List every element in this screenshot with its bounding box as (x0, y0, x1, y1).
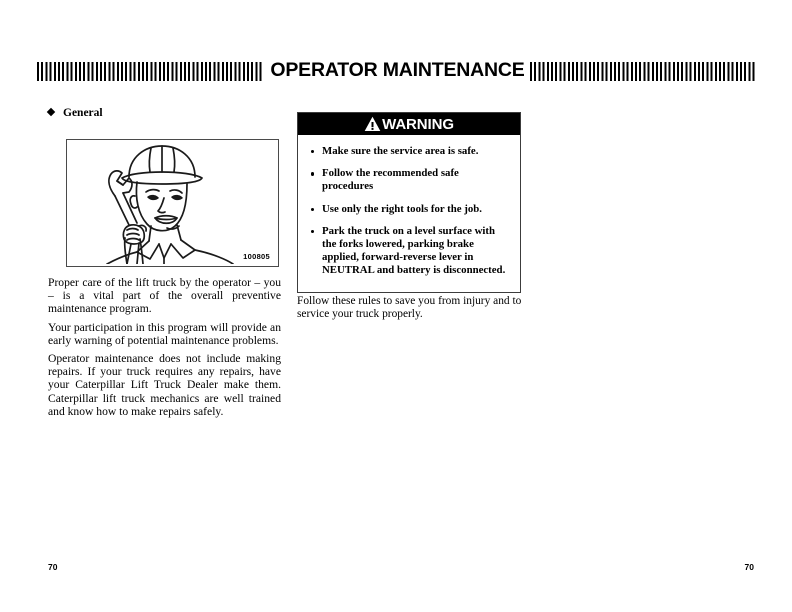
section-heading-label: General (63, 107, 103, 119)
warning-box (297, 112, 521, 293)
figure-id-number: 100805 (243, 252, 270, 261)
warning-item-list (304, 145, 510, 278)
section-heading-general (48, 108, 280, 120)
page-number-right: 70 (744, 562, 754, 572)
worker-with-wrench-drawing (67, 140, 276, 264)
right-column-body-text (297, 295, 525, 322)
paragraph: Operator maintenance does not include making repairs. If your truck requires any repairs, have your Caterpillar Lift Truck Dealer make them. Caterpillar lift truck mechanics are well trained and know how to make repairs safely. (48, 352, 281, 418)
header-bar-pattern-right (530, 62, 757, 81)
warning-label: WARNING (382, 115, 454, 133)
paragraph: Follow these rules to save you from injury and to service your truck properly. (297, 295, 522, 321)
warning-list-item: Use only the right tools for the job. (304, 203, 510, 216)
page-number-left: 70 (48, 562, 58, 572)
diamond-bullet-icon (47, 108, 55, 116)
header-bar-pattern-left (37, 62, 264, 81)
warning-box-title-bar (298, 113, 520, 135)
warning-list-item: Park the truck on a level surface with the forks lowered, parking brake applied, forward-reverse lever in NEUTRAL and battery is disconnected. (304, 225, 510, 278)
paragraph: Your participation in this program will provide an early warning of potential maintenance problems. (48, 320, 281, 347)
warning-triangle-icon (364, 116, 381, 132)
warning-list-item: Follow the recommended safe procedures (304, 167, 510, 193)
warning-box-body (298, 135, 520, 292)
page-header (37, 58, 757, 84)
left-column (48, 108, 280, 138)
page-title: OPERATOR MAINTENANCE (270, 59, 525, 82)
figure-worker-illustration (66, 139, 279, 267)
warning-list-item: Make sure the service area is safe. (304, 145, 510, 158)
left-column-body-text (48, 276, 281, 418)
paragraph: Proper care of the lift truck by the operator – you – is a vital part of the overall preventive maintenance program. (48, 276, 281, 316)
